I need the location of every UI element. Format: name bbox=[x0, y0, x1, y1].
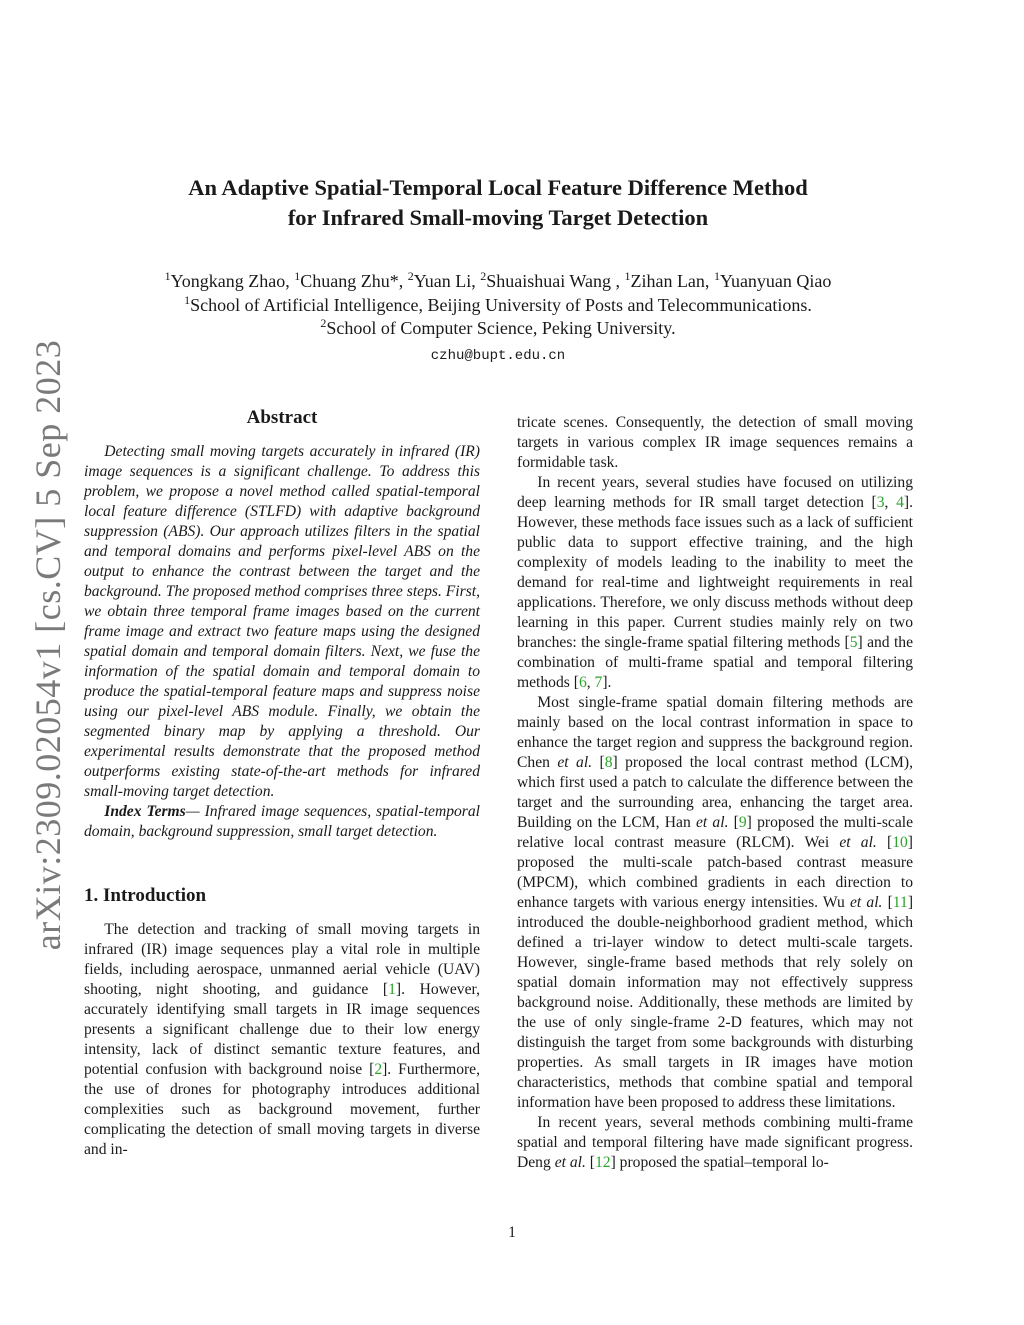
abstract-text: Detecting small moving targets accurately in infrared (IR) image sequences is a significant challenge. To address this problem, we propose a novel method called spatial-temporal local feature difference (STLFD) with adaptive background suppression (ABS). Our approach utilizes filters in the spatial and temporal domains and performs pixel-level ABS on the output to enhance the contrast between the target and the background. The proposed method comprises three steps. First, we obtain three temporal frame images based on the current frame image and extract two feature maps using the designed spatial domain and temporal domain filters. Next, we fuse the information of the spatial domain and temporal domain to produce the spatial-temporal feature maps and suppress noise using our pixel-level ABS module. Finally, we obtain the segmented binary map by applying a threshold. Our experimental results demonstrate that the proposed method outperforms existing state-of-the-art methods for infrared small-moving target detection. bbox=[84, 443, 480, 800]
emphasis-text: et al. bbox=[557, 754, 593, 771]
paper-title-line-1: An Adaptive Spatial-Temporal Local Feature Difference Method bbox=[188, 175, 808, 200]
section-heading-introduction: 1. Introduction bbox=[84, 885, 207, 906]
citation-link[interactable]: 11 bbox=[892, 894, 908, 911]
body-text: [ bbox=[882, 894, 893, 911]
right-column bbox=[517, 413, 913, 1173]
body-text: ] and the combination of multi-frame spatial and temporal filtering methods [ bbox=[517, 634, 913, 691]
author-affil-mark: 1 bbox=[713, 269, 720, 283]
intro-paragraph-2 bbox=[517, 473, 913, 693]
author-name: Chuang Zhu*, bbox=[300, 271, 408, 291]
body-text: [ bbox=[728, 814, 739, 831]
body-text: [ bbox=[876, 834, 893, 851]
citation-link[interactable]: 3 bbox=[876, 494, 885, 511]
citation-link[interactable]: 4 bbox=[896, 494, 904, 511]
affiliation-text: School of Artificial Intelligence, Beijing University of Posts and Telecommunications. bbox=[190, 294, 812, 315]
arxiv-identifier bbox=[18, 339, 78, 951]
author-name: Yongkang Zhao, bbox=[170, 271, 295, 291]
author-name: Zihan Lan, bbox=[630, 271, 714, 291]
citation-link[interactable]: 9 bbox=[738, 814, 747, 831]
body-text: ]. Furthermore, the use of drones for photography introduces additional complexities such as background movement, further complicating the detection of small moving targets in diverse and in- bbox=[84, 1061, 481, 1158]
emphasis-text: et al. bbox=[695, 814, 729, 831]
index-terms-text: — Infrared image sequences, spatial-temporal domain, background suppression, small target detection. bbox=[84, 803, 481, 840]
citation-link[interactable]: 1 bbox=[388, 981, 396, 998]
intro-paragraph-3 bbox=[517, 693, 913, 1113]
citation-link[interactable]: 8 bbox=[604, 754, 613, 771]
body-text: , bbox=[884, 494, 897, 511]
paper-title-line-2: for Infrared Small-moving Target Detection bbox=[287, 205, 709, 230]
body-text: , bbox=[586, 674, 595, 691]
intro-paragraph-1 bbox=[84, 920, 480, 1160]
author-list bbox=[80, 270, 916, 294]
author-affil-mark: 1 bbox=[624, 269, 631, 283]
affiliation-2 bbox=[80, 317, 916, 341]
body-text: ] proposed the multi-scale patch-based contrast measure (MPCM), which combined gradients in each direction to enhance targets with various energy intensities. Wu bbox=[517, 834, 913, 911]
body-text: ]. However, accurately identifying small targets in IR image sequences presents a significant challenge due to their low energy intensity, lack of distinct semantic texture features, and potential confusion with background noise [ bbox=[84, 981, 480, 1078]
paper-title bbox=[100, 173, 896, 233]
citation-link[interactable]: 12 bbox=[594, 1154, 611, 1171]
left-column bbox=[84, 408, 480, 1160]
affiliation-1 bbox=[80, 294, 916, 318]
body-text: The detection and tracking of small moving targets in infrared (IR) image sequences play a vital role in multiple fields, including aerospace, unmanned aerial vehicle (UAV) shooting, night shooting, and guidance [ bbox=[84, 921, 480, 998]
citation-link[interactable]: 5 bbox=[849, 634, 858, 651]
body-text: [ bbox=[592, 754, 605, 771]
author-affil-mark: 2 bbox=[480, 269, 487, 283]
author-block bbox=[80, 270, 916, 368]
author-affil-mark: 1 bbox=[294, 269, 301, 283]
author-affil-mark: 2 bbox=[407, 269, 414, 283]
contact-email: czhu@bupt.edu.cn bbox=[430, 347, 566, 364]
affiliation-mark: 1 bbox=[184, 292, 191, 307]
body-text: Most single-frame spatial domain filtering methods are mainly based on the local contrast information in space to enhance the target region and suppress the background region. Chen bbox=[517, 694, 913, 771]
body-text: ]. However, these methods face issues such as a lack of sufficient public data to support effective training, and the high complexity of models leading to the inability to meet the demand for real-time and lightweight requirements in real applications. Therefore, we only discuss methods without deep learning in this paper. Current studies mainly rely on two branches: the single-frame spatial filtering methods [ bbox=[517, 494, 913, 651]
body-text: ]. bbox=[602, 674, 612, 691]
body-text: ] proposed the spatial–temporal lo- bbox=[610, 1154, 829, 1171]
citation-link[interactable]: 7 bbox=[594, 674, 603, 691]
emphasis-text: et al. bbox=[839, 834, 877, 851]
body-text: In recent years, several studies have focused on utilizing deep learning methods for IR small target detection [ bbox=[517, 474, 913, 511]
author-name: Shuaishuai Wang , bbox=[486, 271, 625, 291]
citation-link[interactable]: 10 bbox=[892, 834, 908, 851]
intro-paragraph-1-continued bbox=[517, 413, 913, 473]
body-text: ] introduced the double-neighborhood gradient method, which defined a tri-layer window to detect multi-scale targets. However, single-frame based methods that rely solely on spatial domain information may not effectively suppress background noise. Additionally, these methods are limited by the use of only single-frame 2-D features, which may not distinguish the target from some backgrounds with disturbing properties. As small targets in IR images have motion characteristics, methods that combine spatial and temporal information have been proposed to address these limitations. bbox=[517, 894, 914, 1111]
body-text: tricate scenes. Consequently, the detection of small moving targets in various complex IR image sequences remains a formidable task. bbox=[517, 414, 913, 471]
body-text: In recent years, several methods combining multi-frame spatial and temporal filtering have made significant progress. Deng bbox=[517, 1114, 913, 1171]
page-number: 1 bbox=[508, 1224, 516, 1241]
emphasis-text: et al. bbox=[849, 894, 883, 911]
body-text: ] proposed the multi-scale relative local contrast measure (RLCM). Wei bbox=[517, 814, 913, 851]
index-terms-label: Index Terms bbox=[104, 803, 186, 820]
index-terms bbox=[84, 802, 480, 842]
abstract-heading: Abstract bbox=[246, 407, 318, 428]
body-text: [ bbox=[585, 1154, 595, 1171]
emphasis-text: et al. bbox=[554, 1154, 586, 1171]
affiliation-mark: 2 bbox=[320, 316, 327, 330]
citation-link[interactable]: 6 bbox=[578, 674, 587, 691]
author-name: Yuanyuan Qiao bbox=[719, 271, 832, 291]
arxiv-identifier-text: arXiv:2309.02054v1 [cs.CV] 5 Sep 2023 bbox=[28, 339, 69, 951]
citation-link[interactable]: 2 bbox=[374, 1061, 383, 1078]
intro-paragraph-4 bbox=[517, 1113, 913, 1173]
body-text: ] proposed the local contrast method (LCM), which first used a patch to calculate the difference between the target and the surrounding area, enhancing the target area. Building on the LCM, Han bbox=[517, 754, 913, 831]
author-affil-mark: 1 bbox=[164, 269, 171, 283]
affiliation-text: School of Computer Science, Peking University. bbox=[326, 318, 676, 338]
author-name: Yuan Li, bbox=[413, 271, 481, 291]
